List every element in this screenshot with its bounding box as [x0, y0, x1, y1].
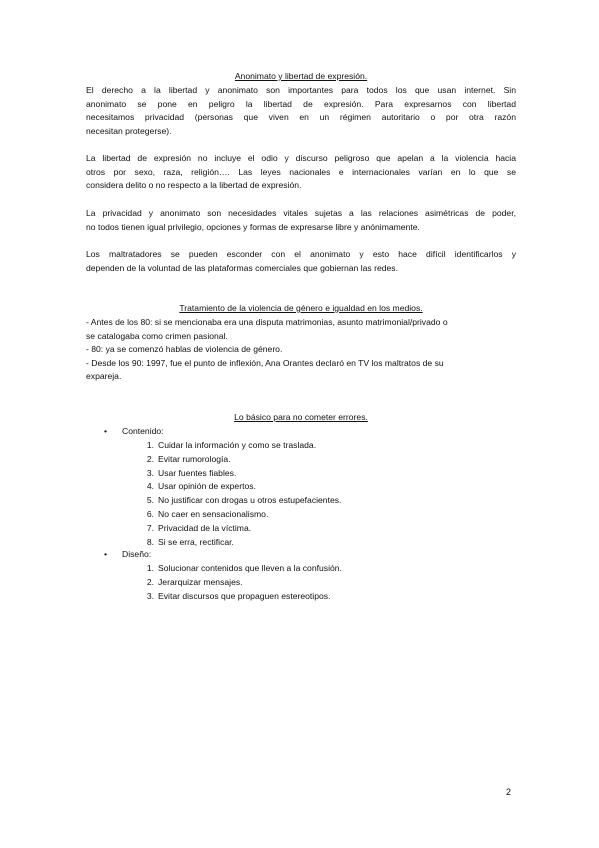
text-line: necesitan protegerse). — [86, 125, 172, 136]
text-line: no todos tienen igual privilegio, opciones y formas de expresarse libre y anónimamente. — [86, 221, 420, 232]
list-number: 3. — [146, 590, 154, 601]
bullet-label: Diseño: — [122, 549, 152, 559]
text-line: considera delito o no respecto a la libertad de expresión. — [86, 180, 302, 191]
paragraph-anonimato-3 — [86, 207, 516, 234]
paragraph-violencia-genero — [86, 316, 516, 384]
list-text: Si se erra, rectificar. — [158, 536, 234, 547]
list-number: 4. — [146, 481, 154, 492]
text-line: - 80: ya se comenzó hablas de violencia de género. — [86, 344, 283, 355]
list-number: 1. — [146, 440, 154, 450]
bullet-icon: • — [104, 426, 108, 436]
text-line: expareja. — [86, 371, 122, 382]
text-line: - Desde los 90: 1997, fue el punto de inflexión, Ana Orantes declaró en TV los maltratos de su — [86, 357, 444, 368]
list-number: 5. — [146, 495, 154, 506]
text-line: anonimato se pone en peligro la libertad de expresión. Para expresarnos con libertad — [86, 98, 516, 109]
text-line: - Antes de los 80: si se mencionaba era una disputa matrimonias, asunto matrimonial/privado o — [86, 317, 448, 327]
list-number: 1. — [146, 563, 154, 573]
bullet-label: Contenido: — [122, 426, 164, 436]
list-text: Jerarquizar mensajes. — [158, 576, 243, 587]
section-title-violencia-genero: Tratamiento de la violencia de género e igualdad en los medios. — [179, 303, 423, 313]
text-line: La privacidad y anonimato son necesidades vitales sujetas a las relaciones asimétricas de poder, — [86, 208, 516, 218]
list-text: Privacidad de la víctima. — [158, 522, 252, 533]
paragraph-anonimato-4 — [86, 248, 516, 275]
text-line: La libertad de expresión no incluye el odio y discurso peligroso que apelan a la violencia hacia — [86, 153, 516, 163]
list-number: 2. — [146, 576, 154, 587]
text-line: El derecho a la libertad y anonimato son importantes para todos los que usan internet. Sin — [86, 85, 516, 95]
text-line: Los maltratadores se pueden esconder con el anonimato y esto hace difícil identificarlos y — [86, 249, 516, 259]
section-title-lo-basico: Lo básico para no cometer errores. — [234, 412, 368, 422]
list-number: 3. — [146, 467, 154, 478]
list-text: No caer en sensacionalismo. — [158, 508, 269, 519]
list-text: Evitar discursos que propaguen estereotipos. — [158, 590, 331, 601]
list-text: Usar fuentes fiables. — [158, 467, 237, 478]
text-line: dependen de la voluntad de las plataformas comerciales que gobiernan las redes. — [86, 262, 398, 273]
paragraph-anonimato-1 — [86, 84, 516, 138]
list-text: Evitar rumorología. — [158, 453, 231, 464]
list-text: Solucionar contenidos que lleven a la confusión. — [158, 563, 342, 573]
list-number: 6. — [146, 508, 154, 519]
text-line: necesitamos privacidad (personas que viven en un régimen autoritario o por otra razón — [86, 112, 516, 123]
section-title-anonimato: Anonimato y libertad de expresión. — [234, 71, 368, 81]
list-text: No justificar con drogas u otros estupefacientes. — [158, 495, 342, 506]
text-line: se catalogaba como crimen pasional. — [86, 330, 228, 341]
list-number: 2. — [146, 453, 154, 464]
list-number: 7. — [146, 522, 154, 533]
page-number: 2 — [506, 787, 512, 797]
paragraph-anonimato-2 — [86, 152, 516, 193]
list-number: 8. — [146, 536, 154, 547]
list-text: Cuidar la información y como se traslada. — [158, 440, 317, 450]
text-line: otros por sexo, raza, religión…. Las leyes nacionales e internacionales varían en lo que se — [86, 166, 516, 177]
bullet-icon: • — [104, 549, 108, 559]
list-text: Usar opinión de expertos. — [158, 481, 256, 492]
